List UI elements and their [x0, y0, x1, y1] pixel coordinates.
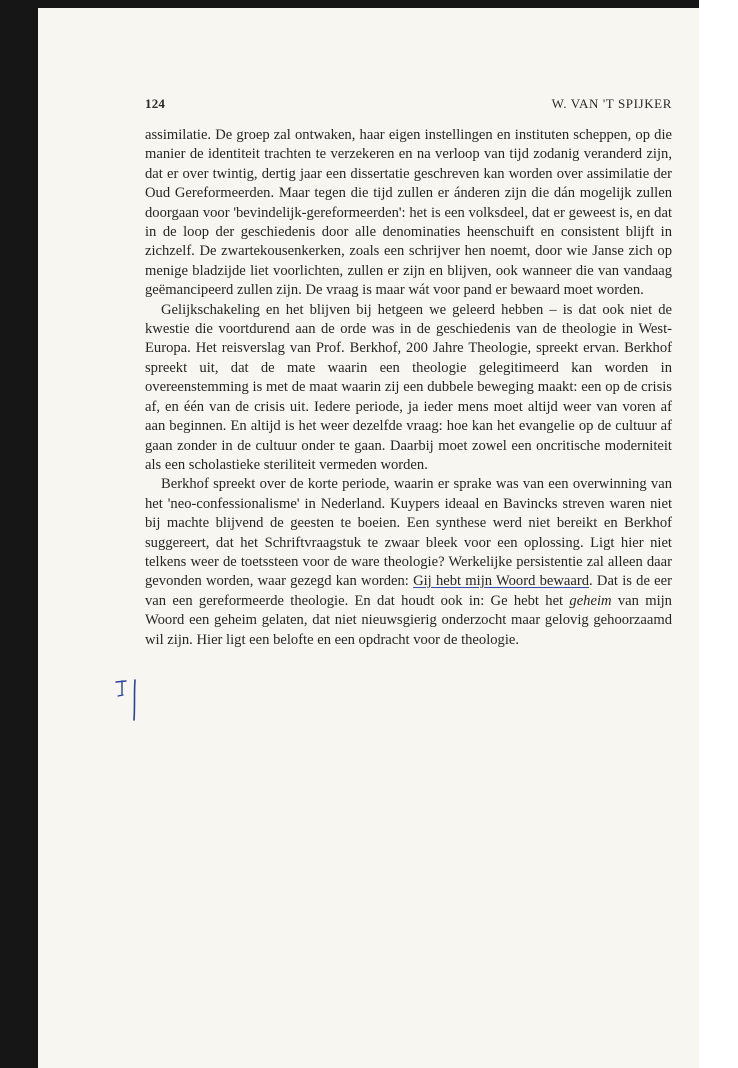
- scan-border-top: [0, 0, 738, 8]
- paragraph-2: Gelijkschakeling en het blijven bij hetgeen we geleerd hebben – is dat ook niet de kwestie die voortdurend aan de orde was in de geschiedenis van de theologie in West-Europa. Het reisverslag van Prof. Berkhof, 200 Jahre Theologie, spreekt ervan. Berkhof spreekt uit, dat de mate waarin een theologie gelegitimeerd kan worden in overeenstemming is met de maat waarin zij een dubbele beweging maakt: een op de crisis af, en één van de crisis uit. Iedere periode, ja ieder mens moet altijd weer van voren af aan beginnen. En altijd is het weer dezelfde vraag: hoe kan het evangelie op de cultuur af gaan zonder in de cultuur onder te gaan. Daarbij moet zowel een oncritische moderniteit als een scholastieke steriliteit vermeden worden.: [145, 301, 672, 473]
- paragraph-3-text-c: van mijn Woord een geheim gelaten, dat niet nieuwsgierig onderzocht maar gelovig gehoorzaamd wil zijn. Hier ligt een belofte en een opdracht voor de theologie.: [145, 592, 672, 648]
- paragraph-3-text-b: . Dat is de eer van een gereformeerde theologie. En dat houdt ook in: Ge hebt het: [145, 573, 672, 609]
- paragraph-1: assimilatie. De groep zal ontwaken, haar eigen instellingen en instituten scheppen, op die manier de identiteit trachten te verzekeren en na verloop van tijd zodanig veranderd zijn, dat er over twintig, dertig jaar een dissertatie geschreven kan worden over assimilatie der Oud Gereformeerden. Maar tegen die tijd zullen er ánderen zijn die dán mogelijk zullen doorgaan voor 'bevindelijk-gereformeerden': het is een volksdeel, dat er geweest is, en dat in de loop der geschiedenis door alle denominaties heenschuift en consistent blijft in zichzelf. De zwartekousenkerken, zoals een schrijver hen noemt, door wie Janse zich op menige bladzijde liet voorlichten, zullen er zijn en blijven, ook wanneer die van vandaag geëmancipeerd zullen zijn. De vraag is maar wát voor pand er bewaard moet worden.: [145, 127, 672, 299]
- handwritten-margin-mark-icon: [114, 678, 144, 722]
- author-header: W. VAN 'T SPIJKER: [551, 96, 672, 111]
- scan-margin-right: [699, 0, 738, 1068]
- paragraph-3: [145, 475, 672, 650]
- body-text: [145, 126, 672, 650]
- italic-word: geheim: [569, 592, 612, 609]
- page-number: 124: [145, 96, 166, 111]
- running-head: [145, 96, 672, 114]
- paragraph-3-text-a: Berkhof spreekt over de korte periode, waarin er sprake was van een overwinning van het 'neo-confessionalisme' in Nederland. Kuypers ideaal en Bavincks streven waren niet bij machte blijvend de geesten te boeien. Een synthese werd niet bereikt en Berkhof suggereert, dat het Schriftvraagstuk te zwaar bleek voor een oplossing. Ligt hier niet telkens weer de toetssteen voor de ware theologie? Werkelijke persistentie zal alleen daar gevonden worden, waar gezegd kan worden:: [145, 476, 672, 590]
- underlined-quote: Gij hebt mijn Woord bewaard: [413, 573, 590, 590]
- scan-border-left: [0, 0, 38, 1068]
